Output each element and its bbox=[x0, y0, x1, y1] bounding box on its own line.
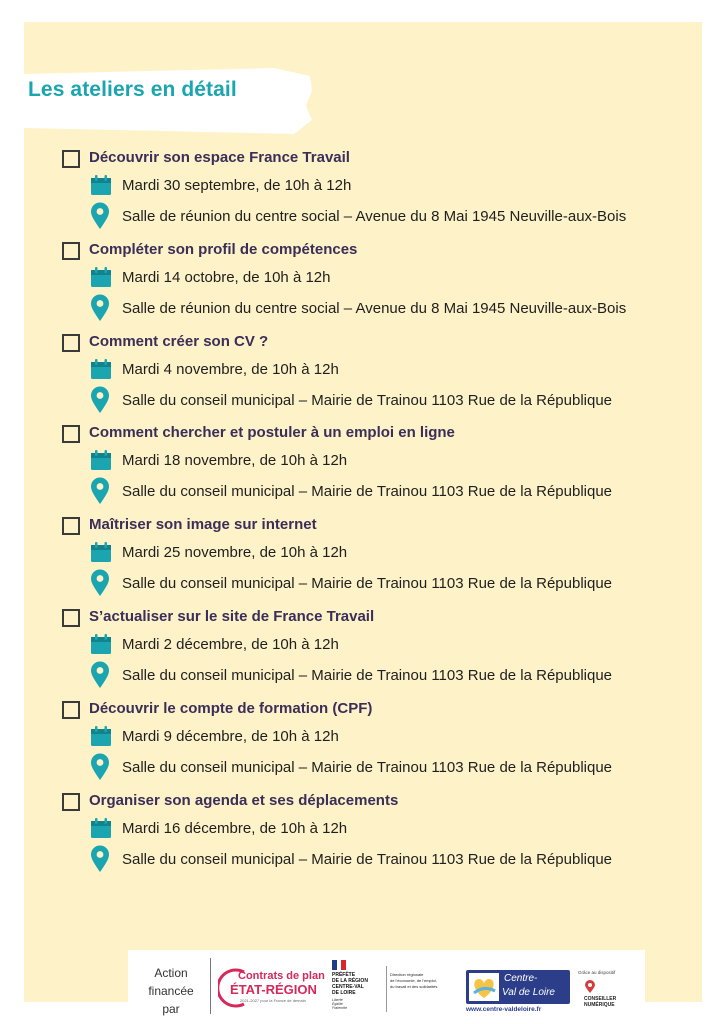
calendar-icon bbox=[90, 449, 112, 471]
workshop-date: Mardi 25 novembre, de 10h à 12h bbox=[122, 544, 348, 561]
footer-divider bbox=[386, 966, 387, 1012]
cnum-pin-icon bbox=[584, 980, 596, 994]
workshop-date: Mardi 30 septembre, de 10h à 12h bbox=[122, 177, 352, 194]
map-pin-icon bbox=[90, 386, 110, 414]
calendar-icon bbox=[90, 725, 112, 747]
cnum-name-line: CONSEILLER bbox=[584, 996, 617, 1002]
workshop-date: Mardi 4 novembre, de 10h à 12h bbox=[122, 361, 339, 378]
cnum-name-line: NUMÉRIQUE bbox=[584, 1002, 615, 1008]
workshop-date: Mardi 16 décembre, de 10h à 12h bbox=[122, 820, 348, 837]
workshop-place: Salle du conseil municipal – Mairie de Trainou 1103 Rue de la République bbox=[122, 667, 613, 684]
region-logo bbox=[466, 970, 570, 1016]
footer-divider bbox=[210, 958, 211, 1014]
dreets-line: du travail et des solidarités bbox=[390, 984, 438, 989]
checkbox-icon[interactable] bbox=[62, 425, 80, 443]
map-pin-icon bbox=[90, 294, 110, 322]
region-name-line: Centre- bbox=[504, 973, 538, 984]
workshop-date: Mardi 18 novembre, de 10h à 12h bbox=[122, 452, 348, 469]
region-name-line: Val de Loire bbox=[502, 987, 555, 998]
cper-tagline: 2021-2027 pour la France de demain bbox=[240, 998, 306, 1003]
checkbox-icon[interactable] bbox=[62, 150, 80, 168]
workshop-place: Salle du conseil municipal – Mairie de Trainou 1103 Rue de la République bbox=[122, 483, 613, 500]
calendar-icon bbox=[90, 174, 112, 196]
checkbox-icon[interactable] bbox=[62, 242, 80, 260]
calendar-icon bbox=[90, 633, 112, 655]
map-pin-icon bbox=[90, 569, 110, 597]
region-heart-icon bbox=[469, 973, 499, 1001]
checkbox-icon[interactable] bbox=[62, 609, 80, 627]
map-pin-icon bbox=[90, 477, 110, 505]
dreets-line: de l'économie, de l'emploi, bbox=[390, 978, 437, 983]
page-sheet bbox=[24, 22, 702, 1016]
conseiller-numerique-logo bbox=[578, 970, 638, 1016]
funding-footer bbox=[128, 950, 645, 1022]
workshop-place: Salle du conseil municipal – Mairie de Trainou 1103 Rue de la République bbox=[122, 759, 613, 776]
dreets-label bbox=[390, 972, 437, 990]
workshop-place: Salle du conseil municipal – Mairie de Trainou 1103 Rue de la République bbox=[122, 575, 613, 592]
prefecture-line: CENTRE-VAL bbox=[332, 984, 364, 990]
motto-line: Fraternité bbox=[332, 1006, 347, 1010]
cnum-label: Grâce au dispositif bbox=[578, 970, 616, 975]
workshop-title: Comment créer son CV ? bbox=[89, 333, 269, 350]
checkbox-icon[interactable] bbox=[62, 701, 80, 719]
map-pin-icon bbox=[90, 661, 110, 689]
calendar-icon bbox=[90, 541, 112, 563]
workshop-date: Mardi 9 décembre, de 10h à 12h bbox=[122, 728, 339, 745]
prefecture-line: DE LOIRE bbox=[332, 990, 356, 996]
workshop-title: Maîtriser son image sur internet bbox=[89, 516, 317, 533]
dreets-line: Direction régionale bbox=[390, 972, 424, 977]
workshop-title: S’actualiser sur le site de France Travail bbox=[89, 608, 375, 625]
prefecture-line: PRÉFÈTE bbox=[332, 972, 356, 978]
cper-line1: Contrats de plan bbox=[238, 970, 325, 982]
prefecture-logo bbox=[332, 958, 384, 1018]
region-url: www.centre-valdeloire.fr bbox=[466, 1006, 542, 1013]
motto-line: Liberté bbox=[332, 998, 343, 1002]
cper-line2: ÉTAT-RÉGION bbox=[230, 982, 317, 997]
map-pin-icon bbox=[90, 753, 110, 781]
workshop-title: Compléter son profil de compétences bbox=[89, 241, 358, 258]
workshop-date: Mardi 14 octobre, de 10h à 12h bbox=[122, 269, 331, 286]
checkbox-icon[interactable] bbox=[62, 334, 80, 352]
calendar-icon bbox=[90, 358, 112, 380]
motto-line: Égalité bbox=[332, 1002, 343, 1006]
checkbox-icon[interactable] bbox=[62, 517, 80, 535]
funding-label bbox=[142, 964, 200, 1018]
workshop-place: Salle de réunion du centre social – Avenue du 8 Mai 1945 Neuville-aux-Bois bbox=[122, 300, 627, 317]
workshop-place: Salle du conseil municipal – Mairie de Trainou 1103 Rue de la République bbox=[122, 392, 613, 409]
calendar-icon bbox=[90, 817, 112, 839]
funding-label-line: Action bbox=[154, 966, 188, 980]
funding-label-line: par bbox=[162, 1002, 180, 1016]
workshop-place: Salle du conseil municipal – Mairie de Trainou 1103 Rue de la République bbox=[122, 851, 613, 868]
workshop-date: Mardi 2 décembre, de 10h à 12h bbox=[122, 636, 339, 653]
workshop-title: Découvrir son espace France Travail bbox=[89, 149, 350, 166]
cper-logo bbox=[218, 964, 326, 1012]
calendar-icon bbox=[90, 266, 112, 288]
checkbox-icon[interactable] bbox=[62, 793, 80, 811]
workshop-place: Salle de réunion du centre social – Avenue du 8 Mai 1945 Neuville-aux-Bois bbox=[122, 208, 627, 225]
page-title: Les ateliers en détail bbox=[28, 78, 237, 101]
map-pin-icon bbox=[90, 202, 110, 230]
prefecture-line: DE LA RÉGION bbox=[332, 978, 368, 984]
marianne-flag-icon bbox=[332, 960, 346, 970]
map-pin-icon bbox=[90, 845, 110, 873]
workshop-title: Comment chercher et postuler à un emploi en ligne bbox=[89, 424, 455, 441]
funding-label-line: financée bbox=[148, 984, 194, 998]
workshop-title: Découvrir le compte de formation (CPF) bbox=[89, 700, 373, 717]
workshop-title: Organiser son agenda et ses déplacements bbox=[89, 792, 399, 809]
